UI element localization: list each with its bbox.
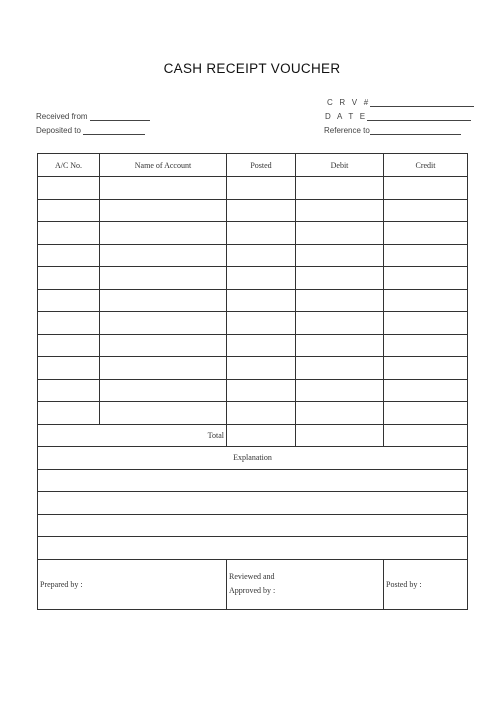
cell-credit[interactable] <box>384 177 468 200</box>
cell-posted[interactable] <box>227 177 296 200</box>
table-row <box>38 199 468 222</box>
cell-account[interactable] <box>100 199 227 222</box>
reference-field <box>324 125 461 135</box>
cell-ac-no[interactable] <box>38 267 100 290</box>
cell-posted[interactable] <box>227 222 296 245</box>
cell-credit[interactable] <box>384 312 468 335</box>
cell-debit[interactable] <box>296 402 384 425</box>
cell-ac-no[interactable] <box>38 222 100 245</box>
table-row <box>38 312 468 335</box>
explanation-line <box>38 537 468 560</box>
cell-ac-no[interactable] <box>38 402 100 425</box>
col-header-credit: Credit <box>384 154 468 177</box>
cell-debit[interactable] <box>296 312 384 335</box>
cell-credit[interactable] <box>384 379 468 402</box>
explanation-cell[interactable] <box>38 469 468 492</box>
cell-account[interactable] <box>100 402 227 425</box>
reviewed-label: Reviewed and <box>229 572 275 581</box>
reference-line[interactable] <box>370 125 461 135</box>
signature-row <box>38 559 468 609</box>
cell-ac-no[interactable] <box>38 199 100 222</box>
cell-credit[interactable] <box>384 199 468 222</box>
crv-label: C R V # <box>327 98 371 107</box>
cell-account[interactable] <box>100 357 227 380</box>
cell-ac-no[interactable] <box>38 177 100 200</box>
prepared-by-cell[interactable] <box>38 559 227 609</box>
explanation-cell[interactable] <box>38 537 468 560</box>
cell-debit[interactable] <box>296 222 384 245</box>
cell-ac-no[interactable] <box>38 289 100 312</box>
received-from-line[interactable] <box>90 111 150 121</box>
cell-posted[interactable] <box>227 244 296 267</box>
cell-account[interactable] <box>100 244 227 267</box>
explanation-label: Explanation <box>38 447 468 470</box>
received-from-label: Received from <box>36 112 88 121</box>
cell-posted[interactable] <box>227 267 296 290</box>
cell-credit[interactable] <box>384 357 468 380</box>
cell-posted[interactable] <box>227 379 296 402</box>
cell-debit[interactable] <box>296 244 384 267</box>
table-row <box>38 177 468 200</box>
cell-credit[interactable] <box>384 334 468 357</box>
crv-line[interactable] <box>370 97 474 107</box>
explanation-line <box>38 514 468 537</box>
cell-account[interactable] <box>100 222 227 245</box>
table-row <box>38 267 468 290</box>
total-row <box>38 424 468 447</box>
deposited-to-label: Deposited to <box>36 126 81 135</box>
table-row <box>38 357 468 380</box>
cell-posted[interactable] <box>227 289 296 312</box>
cell-ac-no[interactable] <box>38 334 100 357</box>
explanation-header-row <box>38 447 468 470</box>
col-header-name-of-account: Name of Account <box>100 154 227 177</box>
table-row <box>38 334 468 357</box>
cell-debit[interactable] <box>296 289 384 312</box>
cell-debit[interactable] <box>296 379 384 402</box>
table-row <box>38 222 468 245</box>
table-row <box>38 244 468 267</box>
explanation-cell[interactable] <box>38 514 468 537</box>
voucher-title: CASH RECEIPT VOUCHER <box>163 61 341 76</box>
cell-credit[interactable] <box>384 244 468 267</box>
cell-posted[interactable] <box>227 199 296 222</box>
cell-ac-no[interactable] <box>38 312 100 335</box>
posted-by-label: Posted by : <box>386 579 422 589</box>
total-posted[interactable] <box>227 424 296 447</box>
cell-posted[interactable] <box>227 402 296 425</box>
prepared-by-label: Prepared by : <box>40 579 83 589</box>
table-row <box>38 379 468 402</box>
deposited-to-field <box>36 125 145 135</box>
cell-credit[interactable] <box>384 267 468 290</box>
cell-debit[interactable] <box>296 177 384 200</box>
table-row <box>38 289 468 312</box>
cell-account[interactable] <box>100 267 227 290</box>
voucher-table <box>37 153 468 610</box>
date-field <box>325 111 471 121</box>
cell-debit[interactable] <box>296 199 384 222</box>
cell-account[interactable] <box>100 379 227 402</box>
explanation-cell[interactable] <box>38 492 468 515</box>
cell-ac-no[interactable] <box>38 244 100 267</box>
cell-ac-no[interactable] <box>38 357 100 380</box>
cell-debit[interactable] <box>296 334 384 357</box>
total-credit[interactable] <box>384 424 468 447</box>
cell-posted[interactable] <box>227 334 296 357</box>
posted-by-cell[interactable] <box>384 559 468 609</box>
reviewed-approved-cell[interactable] <box>227 559 384 609</box>
date-label: D A T E <box>325 112 368 121</box>
cell-debit[interactable] <box>296 357 384 380</box>
cell-debit[interactable] <box>296 267 384 290</box>
cell-account[interactable] <box>100 312 227 335</box>
explanation-line <box>38 492 468 515</box>
cell-account[interactable] <box>100 334 227 357</box>
cell-posted[interactable] <box>227 312 296 335</box>
explanation-line <box>38 469 468 492</box>
total-debit[interactable] <box>296 424 384 447</box>
received-from-field <box>36 111 150 121</box>
total-label: Total <box>38 424 227 447</box>
approved-by-label: Approved by : <box>229 586 276 595</box>
cell-credit[interactable] <box>384 289 468 312</box>
crv-field <box>327 97 474 107</box>
cell-credit[interactable] <box>384 222 468 245</box>
table-header-row <box>38 154 468 177</box>
reference-label: Reference to <box>324 126 370 135</box>
deposited-to-line[interactable] <box>83 125 145 135</box>
col-header-debit: Debit <box>296 154 384 177</box>
cell-credit[interactable] <box>384 402 468 425</box>
cell-account[interactable] <box>100 177 227 200</box>
col-header-posted: Posted <box>227 154 296 177</box>
cell-ac-no[interactable] <box>38 379 100 402</box>
date-line[interactable] <box>367 111 471 121</box>
cell-account[interactable] <box>100 289 227 312</box>
cell-posted[interactable] <box>227 357 296 380</box>
col-header-ac-no: A/C No. <box>38 154 100 177</box>
table-row <box>38 402 468 425</box>
